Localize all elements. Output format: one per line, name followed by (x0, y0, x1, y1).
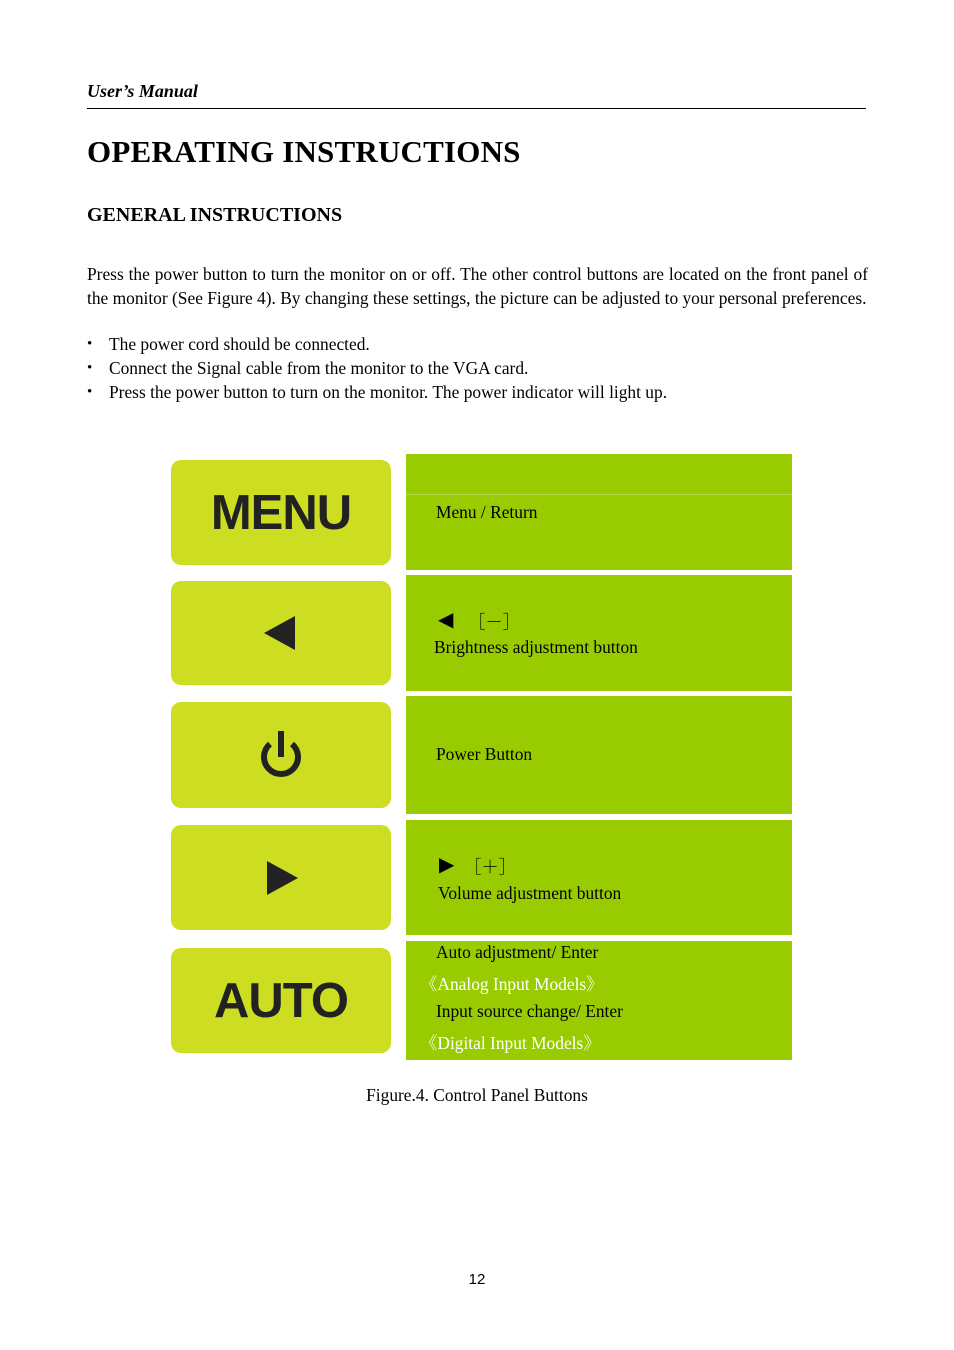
figure-caption: Figure.4. Control Panel Buttons (366, 1085, 588, 1105)
power-button-graphic (171, 702, 391, 808)
menu-description-panel (406, 454, 792, 570)
minus-label: ［－］ (468, 612, 521, 632)
triangle-right-icon: ▶ (439, 854, 455, 876)
digital-models-note: 《Digital Input Models》 (420, 1033, 601, 1053)
instruction-list (87, 332, 867, 404)
menu-button-graphic (171, 460, 391, 565)
auto-button-label: AUTO (214, 973, 348, 1028)
list-item: • Connect the Signal cable from the monitor to the VGA card. (87, 356, 867, 380)
panel-divider (406, 494, 792, 495)
running-header: User’s Manual (87, 81, 198, 101)
power-icon (253, 727, 309, 783)
auto-description-panel (406, 941, 792, 1060)
triangle-left-icon: ◀ (438, 609, 454, 631)
right-button-graphic (171, 825, 391, 930)
list-item: • The power cord should be connected. (87, 332, 867, 356)
page-number: 12 (468, 1271, 486, 1288)
left-description: Brightness adjustment button (434, 637, 638, 657)
triangle-left-icon (261, 613, 301, 653)
analog-models-note: 《Analog Input Models》 (420, 974, 604, 994)
right-description-panel (406, 820, 792, 935)
section-title: GENERAL INSTRUCTIONS (87, 204, 343, 226)
auto-description-digital: Input source change/ Enter (436, 1001, 623, 1021)
left-description-panel (406, 575, 792, 691)
auto-button-graphic (171, 948, 391, 1053)
power-description: Power Button (436, 744, 533, 764)
header-divider (87, 108, 866, 109)
plus-label: ［＋］ (464, 857, 517, 877)
list-item: • Press the power button to turn on the monitor. The power indicator will light up. (87, 380, 867, 404)
right-description: Volume adjustment button (438, 883, 622, 903)
triangle-right-icon (261, 858, 301, 898)
power-description-panel (406, 696, 792, 814)
auto-description-analog: Auto adjustment/ Enter (436, 942, 599, 962)
menu-description: Menu / Return (436, 502, 538, 522)
left-button-graphic (171, 581, 391, 685)
menu-button-label: MENU (210, 485, 352, 540)
intro-paragraph: Press the power button to turn the monitor on or off. The other control buttons are located on the front panel of the monitor (See Figure 4). By changing these settings, the picture can be adjusted to your personal preferences. (87, 264, 868, 308)
page-title: OPERATING INSTRUCTIONS (87, 134, 521, 169)
